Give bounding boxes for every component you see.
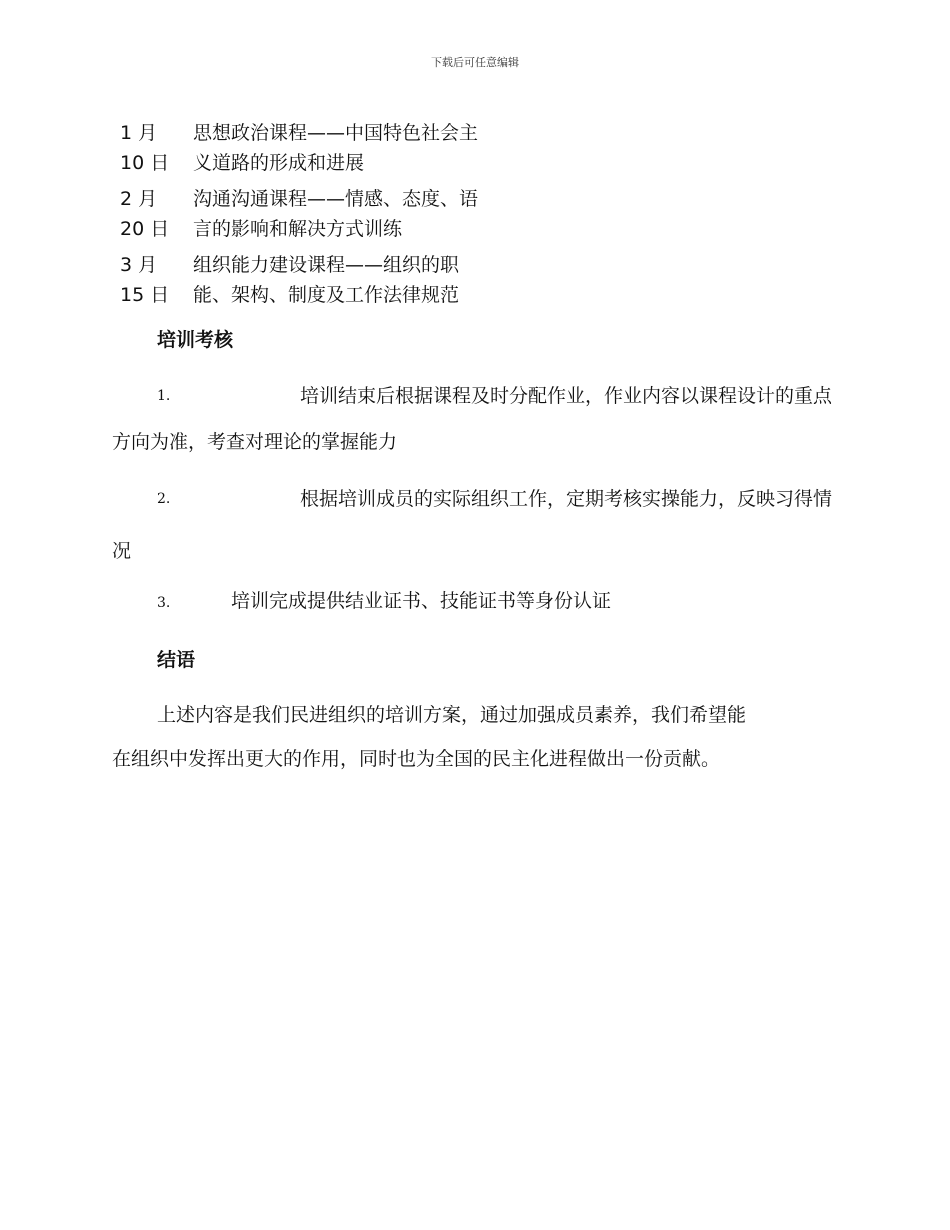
- day-label: 20 日: [120, 218, 170, 240]
- section-heading-assessment: 培训考核: [157, 329, 234, 351]
- list-item: [112, 373, 832, 465]
- list-item: [112, 578, 832, 624]
- schedule-row: [120, 118, 600, 178]
- list-item-first-line: [112, 373, 832, 419]
- list-text: 方向为准，考查对理论的掌握能力: [112, 431, 398, 453]
- list-text: 况: [112, 540, 132, 562]
- schedule-date: [120, 184, 193, 244]
- schedule-topic: [193, 250, 459, 310]
- list-number: 1.: [157, 388, 171, 404]
- month-label: 1 月: [120, 122, 158, 144]
- list-number: 3.: [157, 595, 171, 611]
- schedule-table: [120, 118, 600, 310]
- paragraph-text: 上述内容是我们民进组织的培训方案，通过加强成员素养，我们希望能: [157, 704, 747, 726]
- topic-line: 思想政治课程——中国特色社会主: [193, 122, 479, 144]
- month-label: 3 月: [120, 254, 158, 276]
- list-item-first-line: [112, 476, 832, 522]
- day-label: 10 日: [120, 152, 170, 174]
- schedule-topic: [193, 184, 478, 244]
- schedule-topic: [193, 118, 478, 178]
- month-label: 2 月: [120, 188, 158, 210]
- topic-line: 义道路的形成和进展: [193, 152, 365, 174]
- paragraph-line: [112, 700, 832, 730]
- topic-line: 言的影响和解决方式训练: [193, 218, 403, 240]
- section-heading-conclusion: 结语: [157, 649, 196, 671]
- list-item: [112, 476, 832, 572]
- schedule-date: [120, 250, 193, 310]
- list-number: 2.: [157, 491, 171, 507]
- list-text: 培训完成提供结业证书、技能证书等身份认证: [231, 590, 612, 612]
- conclusion-paragraph: [112, 700, 832, 774]
- day-label: 15 日: [120, 284, 170, 306]
- list-text: 培训结束后根据课程及时分配作业，作业内容以课程设计的重点: [299, 385, 832, 407]
- schedule-row: [120, 184, 600, 244]
- schedule-row: [120, 250, 600, 310]
- schedule-date: [120, 118, 193, 178]
- topic-line: 能、架构、制度及工作法律规范: [193, 284, 460, 306]
- page-header: 下载后可任意编辑: [431, 56, 519, 69]
- topic-line: 沟通沟通课程——情感、态度、语: [193, 188, 479, 210]
- list-item-first-line: [112, 578, 832, 624]
- paragraph-line: 在组织中发挥出更大的作用，同时也为全国的民主化进程做出一份贡献。: [112, 748, 721, 770]
- list-text: 根据培训成员的实际组织工作，定期考核实操能力，反映习得情: [299, 488, 832, 510]
- topic-line: 组织能力建设课程——组织的职: [193, 254, 460, 276]
